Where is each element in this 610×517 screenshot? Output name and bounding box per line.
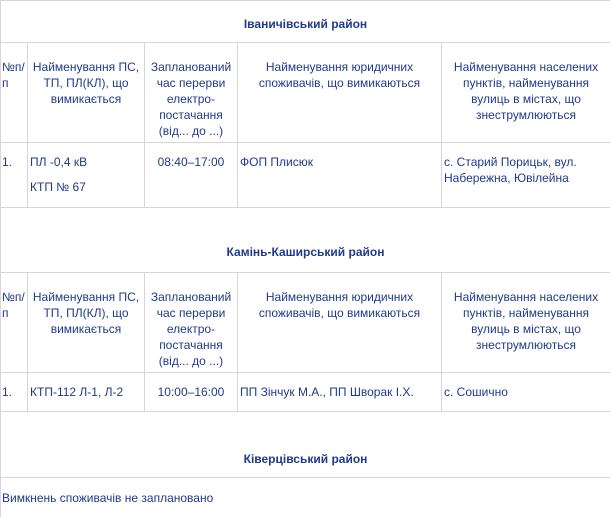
row-time: 10:00–16:00	[145, 373, 238, 412]
row-localities: с. Старий Порицьк, вул. Набережна, Ювілейна	[442, 143, 610, 208]
district-title-row	[1, 208, 610, 273]
header-substation: Найменування ПС, ТП, ПЛ(КЛ), що вимикається	[28, 273, 145, 373]
row-num: 1.	[1, 373, 28, 412]
table-row	[1, 143, 610, 208]
district-title: Камінь-Каширський район	[1, 208, 610, 273]
header-num: №п/п	[1, 273, 28, 373]
table-header-row	[1, 43, 610, 143]
row-substation-line1: ПЛ -0,4 кВ	[30, 155, 88, 169]
table-row	[1, 373, 610, 412]
header-consumers: Найменування юридичних споживачів, що вимикаються	[238, 273, 442, 373]
district-title-row	[1, 412, 610, 478]
district-title: Іваничівський район	[1, 1, 610, 43]
header-time: Запланований час перерви електро-постачання (від... до ...)	[145, 43, 238, 143]
row-time: 08:40–17:00	[145, 143, 238, 208]
row-substation: КТП-112 Л-1, Л-2	[28, 373, 145, 412]
district-title-row	[1, 1, 610, 43]
header-substation: Найменування ПС, ТП, ПЛ(КЛ), що вимикається	[28, 43, 145, 143]
header-localities: Найменування населених пунктів, найменування вулиць в містах, що знеструмлюються	[442, 43, 610, 143]
row-consumers: ПП Зінчук М.А., ПП Шворак І.Х.	[238, 373, 442, 412]
district-title: Ківерцівський район	[1, 412, 610, 478]
row-substation	[28, 143, 145, 208]
header-localities: Найменування населених пунктів, найменування вулиць в містах, що знеструмлюються	[442, 273, 610, 373]
row-num: 1.	[1, 143, 28, 208]
header-consumers: Найменування юридичних споживачів, що вимикаються	[238, 43, 442, 143]
no-outages-row	[1, 478, 610, 517]
row-substation-line2: КТП № 67	[30, 180, 86, 194]
header-num: №п/п	[1, 43, 28, 143]
row-localities: с. Сошично	[442, 373, 610, 412]
table-header-row	[1, 273, 610, 373]
row-consumers: ФОП Плисюк	[238, 143, 442, 208]
no-outages-message: Вимкнень споживачів не заплановано	[1, 478, 610, 517]
header-time: Запланований час перерви електро-постачання (від... до ...)	[145, 273, 238, 373]
